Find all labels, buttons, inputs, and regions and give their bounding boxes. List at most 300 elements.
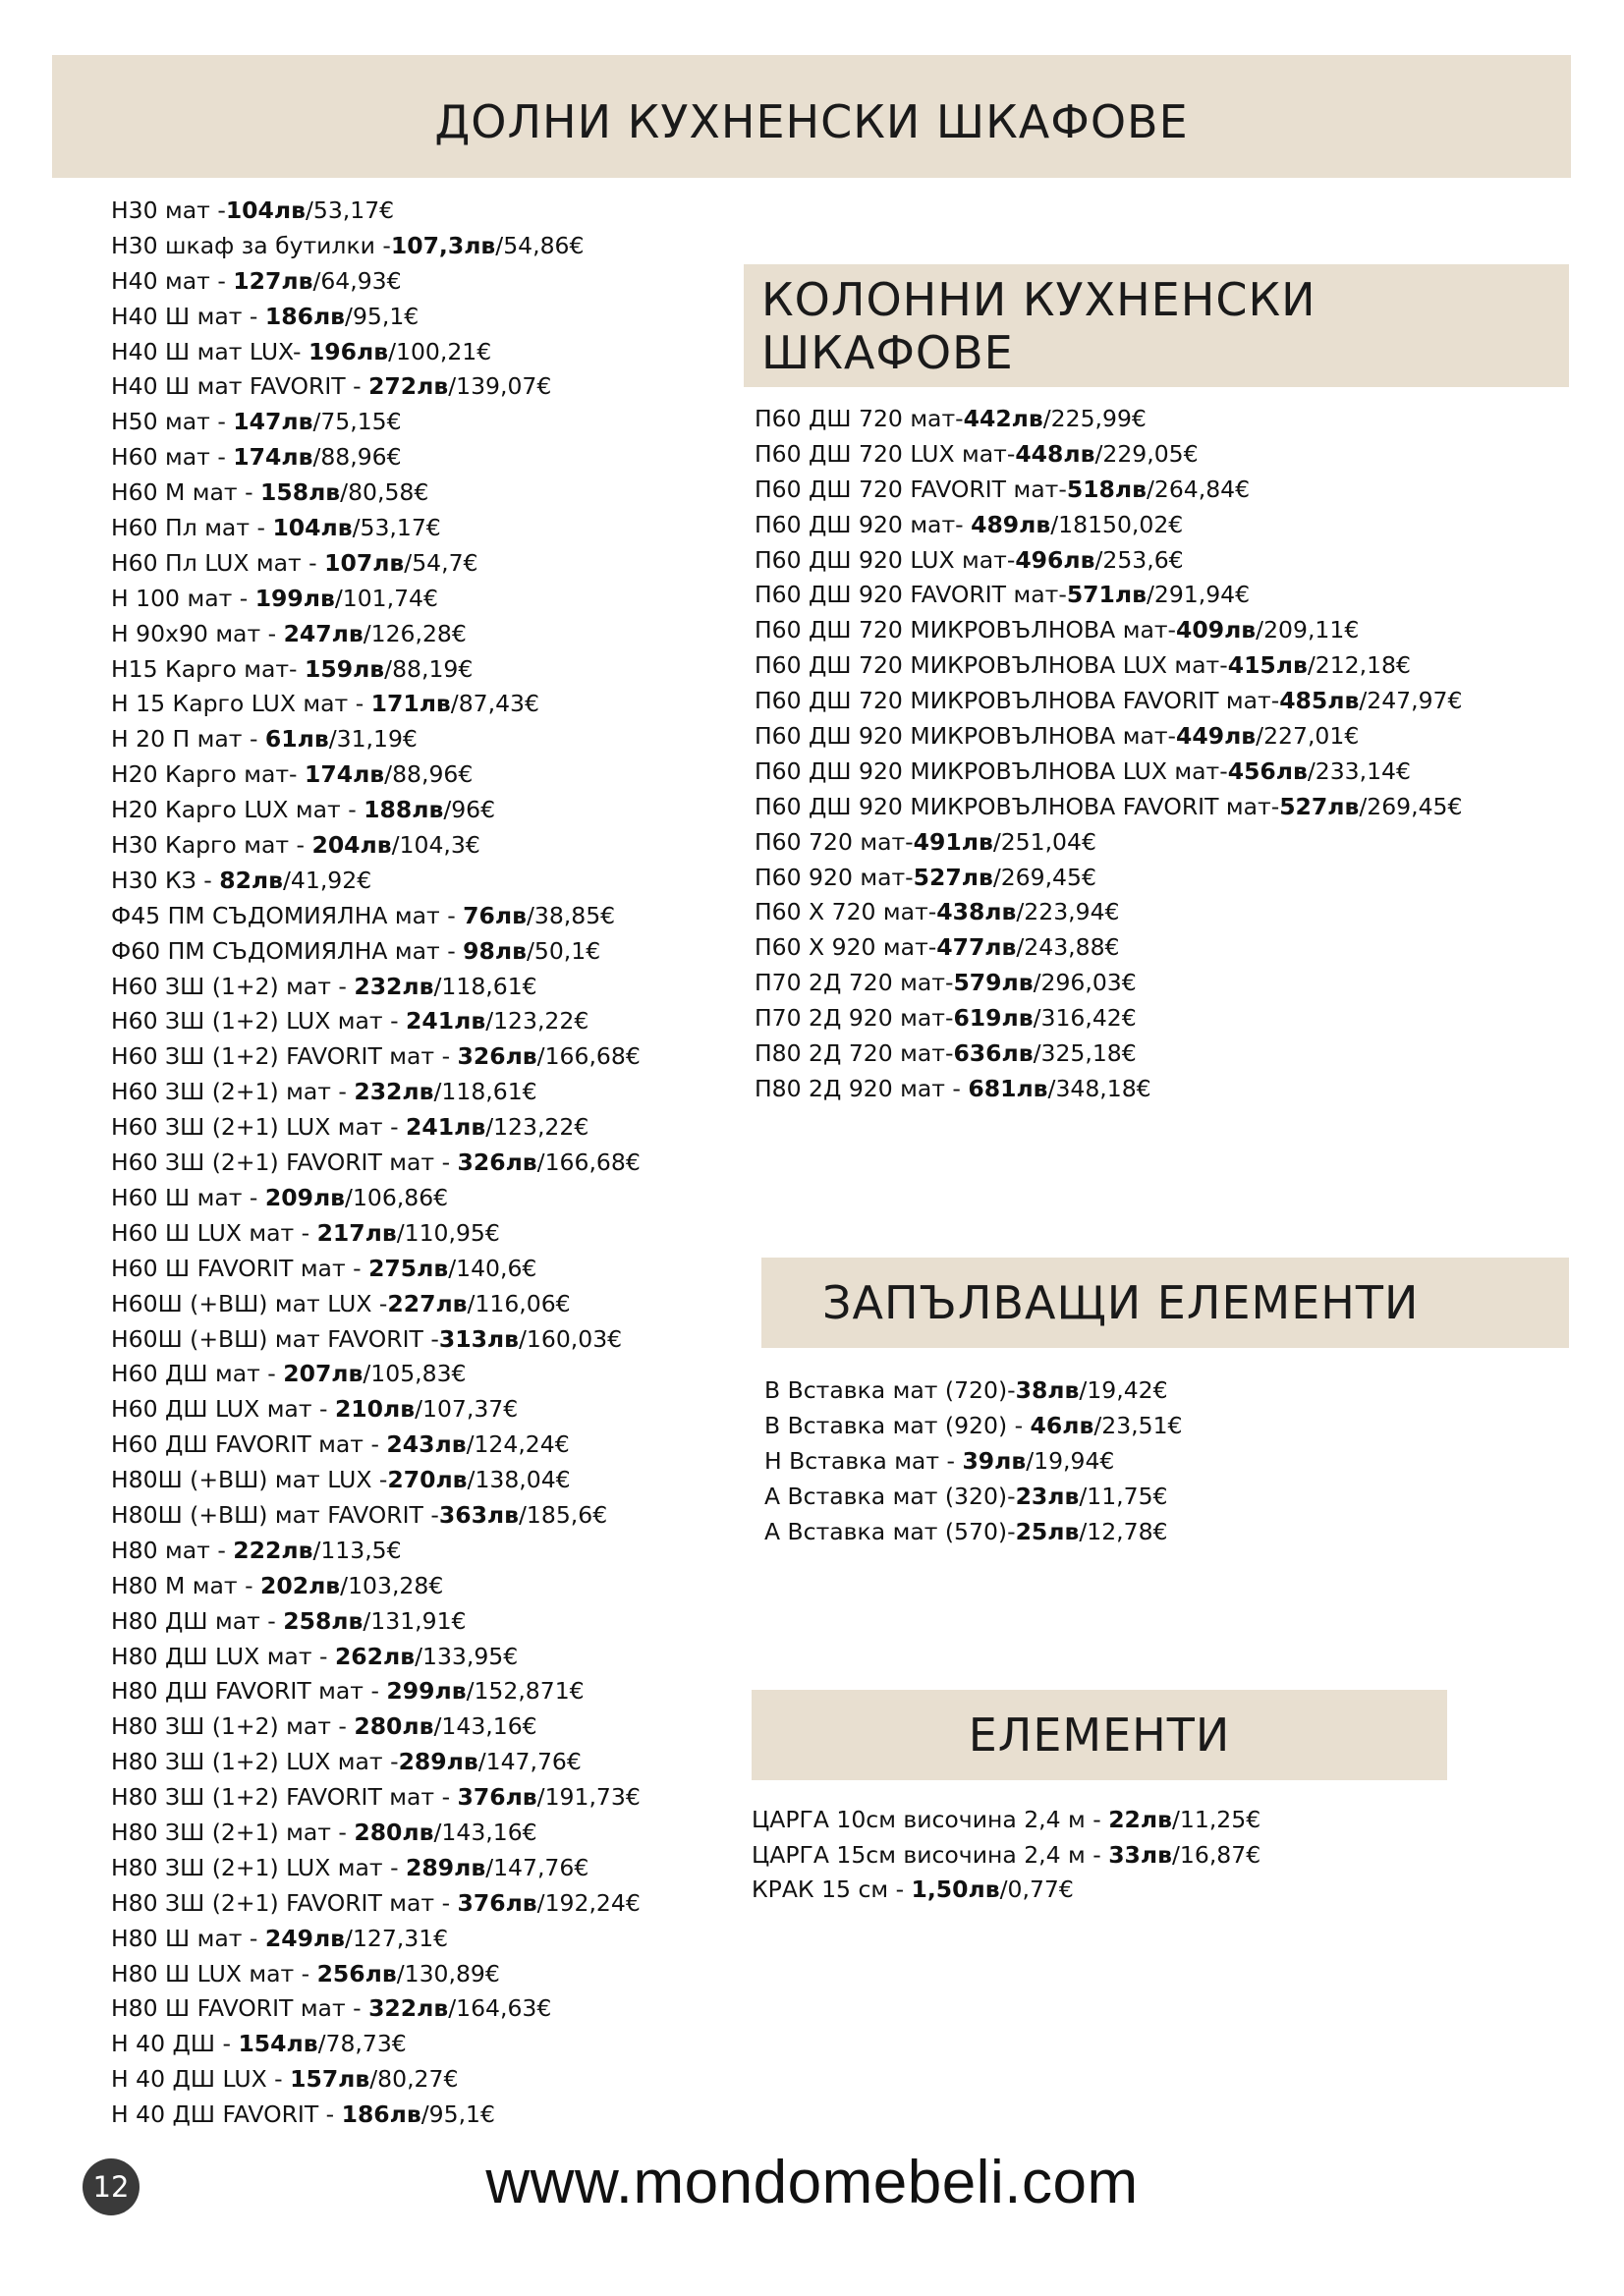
item-price-bgn: 207лв — [283, 1360, 364, 1388]
list-item — [111, 546, 641, 582]
item-price-bgn: 275лв — [368, 1254, 449, 1282]
item-name: Н80 ДШ мат - — [111, 1606, 284, 1635]
list-item — [111, 1745, 641, 1780]
item-name: П60 ДШ 720 МИКРОВЪЛНОВА FAVORIT мат- — [755, 687, 1280, 715]
list-item — [111, 1463, 641, 1498]
column-cabinets-title: КОЛОННИ КУХНЕНСКИ ШКАФОВЕ — [761, 272, 1316, 379]
item-price-bgn: 98лв — [463, 936, 527, 965]
list-item — [755, 966, 1462, 1001]
list-item — [111, 1991, 641, 2027]
list-item — [755, 825, 1462, 861]
item-name: Н60 ЗШ (2+1) мат - — [111, 1078, 355, 1106]
item-name: А Вставка мат (320)- — [764, 1483, 1016, 1510]
list-item — [111, 757, 641, 793]
item-name: В Вставка мат (920) - — [764, 1412, 1031, 1439]
item-price-bgn: 636лв — [953, 1039, 1034, 1068]
item-name: Н80 М мат - — [111, 1571, 261, 1599]
lower-cabinets-banner — [52, 55, 1571, 178]
list-item — [764, 1514, 1183, 1549]
item-price-bgn: 489лв — [971, 510, 1051, 538]
list-item — [764, 1443, 1183, 1479]
item-name: Н60 М мат - — [111, 478, 261, 507]
item-name: П60 ДШ 720 мат- — [755, 405, 964, 432]
list-item — [111, 864, 641, 899]
item-name: Н15 Карго мат- — [111, 654, 306, 683]
item-price-bgn: 174лв — [305, 760, 385, 789]
item-price-bgn: 199лв — [254, 584, 335, 612]
item-name: Н60Ш (+ВШ) мат LUX - — [111, 1289, 388, 1317]
item-name: Н60 ДШ мат - — [111, 1360, 284, 1388]
list-item — [111, 1428, 641, 1463]
page-number: 12 — [92, 2170, 130, 2204]
filler-elements-title: ЗАПЪЛВАЩИ ЕЛЕМЕНТИ — [822, 1276, 1420, 1329]
item-name: Н 100 мат - — [111, 584, 255, 612]
item-price-bgn: 313лв — [438, 1324, 520, 1353]
item-price-bgn: 256лв — [316, 1959, 397, 1988]
item-price-bgn: 217лв — [316, 1218, 397, 1247]
item-price-eur: /247,97€ — [1359, 687, 1463, 715]
item-price-bgn: 1,50лв — [911, 1876, 1000, 1903]
item-price-bgn: 232лв — [354, 1078, 434, 1106]
item-price-eur: /88,19€ — [384, 654, 474, 683]
item-price-eur: /143,16€ — [433, 1818, 537, 1846]
list-item — [111, 1146, 641, 1181]
list-item — [111, 1322, 641, 1358]
item-name: Н30 шкаф за бутилки - — [111, 231, 391, 259]
item-price-eur: /11,25€ — [1172, 1806, 1261, 1833]
list-item — [111, 1498, 641, 1534]
item-name: Н60 ЗШ (1+2) FAVORIT мат - — [111, 1042, 458, 1071]
item-name: Н60 ЗШ (2+1) LUX мат - — [111, 1113, 407, 1142]
list-item — [755, 861, 1462, 896]
item-name: Н80 Ш FAVORIT мат - — [111, 1994, 369, 2023]
item-price-bgn: 280лв — [354, 1712, 434, 1741]
item-price-bgn: 227лв — [387, 1289, 468, 1317]
item-price-eur: /19,42€ — [1079, 1376, 1168, 1404]
item-price-bgn: 299лв — [386, 1677, 467, 1706]
item-name: Н80 ЗШ (1+2) мат - — [111, 1712, 355, 1741]
item-price-bgn: 154лв — [238, 2030, 318, 2058]
item-price-bgn: 186лв — [341, 2100, 421, 2129]
item-name: П60 920 мат- — [755, 863, 914, 891]
list-item — [111, 1709, 641, 1745]
item-price-eur: /233,14€ — [1307, 756, 1411, 785]
filler-elements-banner — [761, 1258, 1569, 1348]
item-name: ЦАРГА 10см височина 2,4 м - — [752, 1806, 1109, 1833]
list-item — [764, 1408, 1183, 1443]
item-price-eur: /126,28€ — [363, 619, 467, 647]
list-item — [111, 335, 641, 370]
list-item — [755, 930, 1462, 966]
item-price-eur: /101,74€ — [334, 584, 438, 612]
item-price-eur: /209,11€ — [1256, 616, 1360, 644]
list-item — [111, 1287, 641, 1322]
item-price-eur: /192,24€ — [536, 1888, 641, 1917]
item-name: П60 ДШ 720 FAVORIT мат- — [755, 475, 1067, 503]
item-price-eur: /325,18€ — [1033, 1039, 1137, 1068]
item-price-bgn: 82лв — [219, 866, 284, 894]
item-price-bgn: 579лв — [953, 969, 1034, 997]
list-item — [111, 405, 641, 440]
item-price-bgn: 272лв — [368, 372, 449, 401]
list-item — [755, 1036, 1462, 1072]
item-name: Н60 мат - — [111, 443, 234, 472]
item-price-eur: /127,31€ — [345, 1924, 449, 1952]
item-price-bgn: 104лв — [272, 514, 353, 542]
item-name: П60 ДШ 920 МИКРОВЪЛНОВА LUX мат- — [755, 756, 1228, 785]
list-item — [752, 1803, 1260, 1838]
item-price-bgn: 270лв — [387, 1466, 468, 1494]
elements-list — [752, 1803, 1260, 1908]
item-price-bgn: 196лв — [308, 337, 389, 365]
item-price-eur: /118,61€ — [433, 1078, 537, 1106]
list-item — [111, 2062, 641, 2098]
item-name: Н60 ДШ FAVORIT мат - — [111, 1430, 387, 1459]
item-name: Н80 ДШ LUX мат - — [111, 1642, 335, 1670]
item-price-bgn: 33лв — [1108, 1840, 1172, 1869]
list-item — [111, 2098, 641, 2133]
item-price-eur: /80,58€ — [340, 478, 429, 507]
list-item — [755, 648, 1462, 684]
list-item — [752, 1873, 1260, 1908]
item-price-eur: /227,01€ — [1256, 722, 1360, 751]
item-price-eur: /269,45€ — [1359, 792, 1463, 820]
item-price-bgn: 22лв — [1108, 1806, 1172, 1833]
item-price-bgn: 38лв — [1015, 1376, 1080, 1404]
item-name: Н60 Ш мат - — [111, 1183, 265, 1211]
list-item — [755, 895, 1462, 930]
item-name: Н40 Ш мат FAVORIT - — [111, 372, 369, 401]
item-price-bgn: 415лв — [1227, 651, 1308, 680]
item-price-eur: /223,94€ — [1016, 898, 1120, 926]
item-price-bgn: 241лв — [406, 1113, 486, 1142]
list-item — [755, 543, 1462, 579]
list-item — [111, 1780, 641, 1816]
item-price-bgn: 210лв — [334, 1395, 416, 1424]
item-price-eur: /143,16€ — [433, 1712, 537, 1741]
item-name: Н20 Карго LUX мат - — [111, 796, 364, 824]
item-price-eur: /11,75€ — [1079, 1483, 1168, 1510]
item-price-bgn: 107,3лв — [390, 231, 496, 259]
item-price-bgn: 222лв — [233, 1536, 313, 1564]
item-price-bgn: 247лв — [283, 619, 364, 647]
item-name: Н60 ЗШ (1+2) LUX мат - — [111, 1007, 407, 1036]
item-name: П60 720 мат- — [755, 827, 914, 856]
item-price-bgn: 527лв — [913, 863, 993, 891]
item-name: П60 Х 720 мат- — [755, 898, 937, 926]
item-name: КРАК 15 см - — [752, 1876, 912, 1903]
item-price-eur: /54,86€ — [495, 231, 585, 259]
item-price-eur: /229,05€ — [1094, 439, 1199, 468]
list-item — [755, 437, 1462, 473]
item-name: Н40 мат - — [111, 266, 234, 295]
item-price-bgn: 376лв — [457, 1783, 537, 1812]
item-name: Н60 Ш FAVORIT мат - — [111, 1254, 369, 1282]
item-name: Н30 КЗ - — [111, 866, 220, 894]
item-name: П60 ДШ 720 LUX мат- — [755, 439, 1016, 468]
item-price-bgn: 249лв — [264, 1924, 346, 1952]
item-price-bgn: 186лв — [264, 302, 346, 330]
list-item — [764, 1372, 1183, 1408]
item-price-eur: /87,43€ — [450, 690, 539, 718]
item-price-eur: /104,3€ — [391, 831, 480, 860]
item-price-bgn: 448лв — [1015, 439, 1095, 468]
item-price-bgn: 442лв — [963, 405, 1043, 432]
item-name: П60 ДШ 920 МИКРОВЪЛНОВА мат- — [755, 722, 1177, 751]
list-item — [111, 617, 641, 652]
item-name: Н80 ЗШ (2+1) FAVORIT мат - — [111, 1888, 458, 1917]
item-price-bgn: 39лв — [962, 1447, 1027, 1475]
item-price-bgn: 571лв — [1066, 581, 1147, 609]
item-name: П60 ДШ 920 LUX мат- — [755, 545, 1016, 574]
item-name: Н60 ЗШ (1+2) мат - — [111, 972, 355, 1000]
item-name: А Вставка мат (570)- — [764, 1518, 1016, 1545]
item-price-eur: /75,15€ — [312, 408, 402, 436]
item-price-eur: /152,871€ — [466, 1677, 585, 1706]
item-price-bgn: 496лв — [1015, 545, 1095, 574]
item-price-bgn: 243лв — [386, 1430, 467, 1459]
item-price-bgn: 107лв — [324, 548, 405, 577]
item-price-bgn: 209лв — [264, 1183, 346, 1211]
item-price-bgn: 322лв — [368, 1994, 449, 2023]
item-price-bgn: 363лв — [438, 1500, 520, 1529]
list-item — [111, 970, 641, 1005]
item-name: Н80 ЗШ (2+1) LUX мат - — [111, 1853, 407, 1881]
item-price-eur: /31,19€ — [328, 725, 418, 754]
item-price-eur: /19,94€ — [1026, 1447, 1115, 1475]
item-price-eur: /243,88€ — [1016, 933, 1120, 962]
item-price-eur: /64,93€ — [312, 266, 402, 295]
list-item — [111, 1392, 641, 1428]
list-item — [111, 1110, 641, 1146]
list-item — [755, 402, 1462, 437]
item-price-eur: /316,42€ — [1033, 1004, 1137, 1033]
item-name: Н40 Ш мат LUX- — [111, 337, 308, 365]
item-price-eur: /54,7€ — [404, 548, 478, 577]
item-price-eur: /88,96€ — [384, 760, 474, 789]
item-price-eur: /107,37€ — [415, 1395, 519, 1424]
item-name: Н80Ш (+ВШ) мат FAVORIT - — [111, 1500, 439, 1529]
item-price-eur: /130,89€ — [396, 1959, 500, 1988]
item-price-eur: /251,04€ — [992, 827, 1096, 856]
item-name: Н60 Пл LUX мат - — [111, 548, 325, 577]
item-price-bgn: 477лв — [936, 933, 1017, 962]
list-item — [111, 1181, 641, 1216]
item-name: ЦАРГА 15см височина 2,4 м - — [752, 1840, 1109, 1869]
item-name: Н80 ДШ FAVORIT мат - — [111, 1677, 387, 1706]
list-item — [111, 1674, 641, 1709]
filler-elements-list — [764, 1372, 1183, 1549]
item-name: П80 2Д 720 мат- — [755, 1039, 954, 1068]
item-name: Н80 Ш мат - — [111, 1924, 265, 1952]
item-price-eur: /53,17€ — [352, 514, 441, 542]
list-item — [111, 300, 641, 335]
item-price-eur: /253,6€ — [1094, 545, 1184, 574]
item-price-eur: /95,1€ — [345, 302, 420, 330]
item-price-eur: /291,94€ — [1146, 581, 1251, 609]
list-item — [111, 582, 641, 617]
item-price-eur: /348,18€ — [1047, 1074, 1151, 1102]
list-item — [755, 755, 1462, 790]
item-price-bgn: 232лв — [354, 972, 434, 1000]
item-price-eur: /164,63€ — [448, 1994, 552, 2023]
item-name: Н80 мат - — [111, 1536, 234, 1564]
list-item — [111, 652, 641, 688]
item-name: П70 2Д 720 мат- — [755, 969, 954, 997]
item-price-eur: /88,96€ — [312, 443, 402, 472]
list-item — [111, 1569, 641, 1604]
item-price-eur: /96€ — [443, 796, 496, 824]
item-price-eur: /264,84€ — [1146, 475, 1251, 503]
item-price-bgn: 491лв — [913, 827, 993, 856]
item-price-eur: /95,1€ — [420, 2100, 495, 2129]
item-price-eur: /110,95€ — [396, 1218, 500, 1247]
item-price-bgn: 409лв — [1176, 616, 1257, 644]
lower-cabinets-title: ДОЛНИ КУХНЕНСКИ ШКАФОВЕ — [434, 94, 1189, 148]
list-item — [111, 1357, 641, 1392]
item-price-eur: /118,61€ — [433, 972, 537, 1000]
elements-banner — [752, 1690, 1447, 1780]
item-name: П80 2Д 920 мат - — [755, 1074, 969, 1102]
item-price-bgn: 241лв — [406, 1007, 486, 1036]
item-price-bgn: 485лв — [1279, 687, 1360, 715]
item-name: П60 ДШ 920 мат- — [755, 510, 972, 538]
item-price-eur: /12,78€ — [1079, 1518, 1168, 1545]
item-price-eur: /166,68€ — [536, 1148, 641, 1177]
item-price-bgn: 61лв — [264, 725, 329, 754]
list-item — [755, 1072, 1462, 1107]
item-name: В Вставка мат (720)- — [764, 1376, 1016, 1404]
list-item — [111, 1957, 641, 1992]
item-price-eur: /38,85€ — [526, 901, 616, 929]
list-item — [111, 264, 641, 300]
item-price-eur: /147,76€ — [485, 1853, 589, 1881]
list-item — [111, 511, 641, 546]
item-price-eur: /18150,02€ — [1050, 510, 1184, 538]
item-name: П60 ДШ 720 МИКРОВЪЛНОВА LUX мат- — [755, 651, 1228, 680]
item-price-eur: /147,76€ — [477, 1748, 582, 1776]
list-item — [111, 476, 641, 511]
item-price-bgn: 326лв — [457, 1042, 537, 1071]
item-price-eur: /16,87€ — [1172, 1840, 1261, 1869]
item-name: П60 ДШ 720 МИКРОВЪЛНОВА мат- — [755, 616, 1177, 644]
item-name: Н 15 Карго LUX мат - — [111, 690, 371, 718]
item-price-bgn: 438лв — [936, 898, 1017, 926]
list-item — [111, 1886, 641, 1922]
list-item — [755, 613, 1462, 648]
list-item — [111, 1604, 641, 1640]
item-name: Н80 ЗШ (2+1) мат - — [111, 1818, 355, 1846]
item-price-eur: /139,07€ — [448, 372, 552, 401]
list-item — [111, 369, 641, 405]
item-price-bgn: 619лв — [953, 1004, 1034, 1033]
item-price-eur: /80,27€ — [369, 2065, 459, 2094]
item-price-eur: /123,22€ — [485, 1113, 589, 1142]
list-item — [111, 934, 641, 970]
item-name: П70 2Д 920 мат- — [755, 1004, 954, 1033]
list-item — [755, 508, 1462, 543]
item-name: Н 40 ДШ - — [111, 2030, 239, 2058]
list-item — [111, 1534, 641, 1569]
list-item — [755, 578, 1462, 613]
item-name: Н 40 ДШ FAVORIT - — [111, 2100, 342, 2129]
item-price-eur: /269,45€ — [992, 863, 1096, 891]
list-item — [111, 1075, 641, 1110]
item-name: Н 90х90 мат - — [111, 619, 284, 647]
item-price-eur: /0,77€ — [999, 1876, 1074, 1903]
item-price-eur: /212,18€ — [1307, 651, 1411, 680]
list-item — [111, 828, 641, 864]
list-item — [111, 722, 641, 757]
item-price-eur: /124,24€ — [466, 1430, 570, 1459]
item-price-eur: /160,03€ — [519, 1324, 623, 1353]
item-price-bgn: 188лв — [364, 796, 444, 824]
item-name: Н Вставка мат - — [764, 1447, 963, 1475]
item-price-bgn: 76лв — [463, 901, 527, 929]
item-price-eur: /105,83€ — [363, 1360, 467, 1388]
item-price-bgn: 289лв — [398, 1748, 478, 1776]
item-price-bgn: 159лв — [305, 654, 385, 683]
list-item — [111, 1816, 641, 1851]
item-price-bgn: 456лв — [1227, 756, 1308, 785]
item-name: Н60Ш (+ВШ) мат FAVORIT - — [111, 1324, 439, 1353]
item-price-eur: /296,03€ — [1033, 969, 1137, 997]
item-name: Н60 ЗШ (2+1) FAVORIT мат - — [111, 1148, 458, 1177]
item-name: П60 Х 920 мат- — [755, 933, 937, 962]
item-price-bgn: 376лв — [457, 1888, 537, 1917]
item-price-eur: /113,5€ — [312, 1536, 402, 1564]
column-cabinets-list — [755, 402, 1462, 1107]
list-item — [755, 473, 1462, 508]
item-price-bgn: 204лв — [311, 831, 392, 860]
item-price-bgn: 258лв — [283, 1606, 364, 1635]
list-item — [111, 1851, 641, 1886]
list-item — [111, 1216, 641, 1252]
item-price-eur: /166,68€ — [536, 1042, 641, 1071]
item-name: Н80 Ш LUX мат - — [111, 1959, 317, 1988]
item-name: П60 ДШ 920 МИКРОВЪЛНОВА FAVORIT мат- — [755, 792, 1280, 820]
item-name: Н60 Ш LUX мат - — [111, 1218, 317, 1247]
item-price-eur: /140,6€ — [448, 1254, 537, 1282]
elements-title: ЕЛЕМЕНТИ — [968, 1708, 1231, 1762]
list-item — [764, 1479, 1183, 1514]
item-price-eur: /138,04€ — [467, 1466, 571, 1494]
column-cabinets-banner — [744, 264, 1569, 387]
item-name: Н80Ш (+ВШ) мат LUX - — [111, 1466, 388, 1494]
item-price-eur: /41,92€ — [283, 866, 372, 894]
list-item — [111, 440, 641, 476]
item-price-bgn: 518лв — [1066, 475, 1147, 503]
item-price-bgn: 681лв — [968, 1074, 1048, 1102]
item-name: Н80 ЗШ (1+2) FAVORIT мат - — [111, 1783, 458, 1812]
item-price-bgn: 157лв — [290, 2065, 370, 2094]
item-price-bgn: 171лв — [370, 690, 451, 718]
website-link[interactable]: www.mondomebeli.com — [485, 2149, 1139, 2216]
item-price-bgn: 23лв — [1015, 1483, 1080, 1510]
item-price-bgn: 104лв — [225, 196, 306, 224]
item-price-bgn: 527лв — [1279, 792, 1360, 820]
list-item — [111, 2027, 641, 2062]
item-price-bgn: 202лв — [260, 1571, 341, 1599]
item-price-eur: /103,28€ — [340, 1571, 444, 1599]
item-price-bgn: 449лв — [1176, 722, 1257, 751]
item-price-eur: /133,95€ — [415, 1642, 519, 1670]
item-price-eur: /123,22€ — [485, 1007, 589, 1036]
item-name: Н40 Ш мат - — [111, 302, 265, 330]
item-price-bgn: 174лв — [233, 443, 313, 472]
item-name: Н60 Пл мат - — [111, 514, 273, 542]
list-item — [755, 790, 1462, 825]
